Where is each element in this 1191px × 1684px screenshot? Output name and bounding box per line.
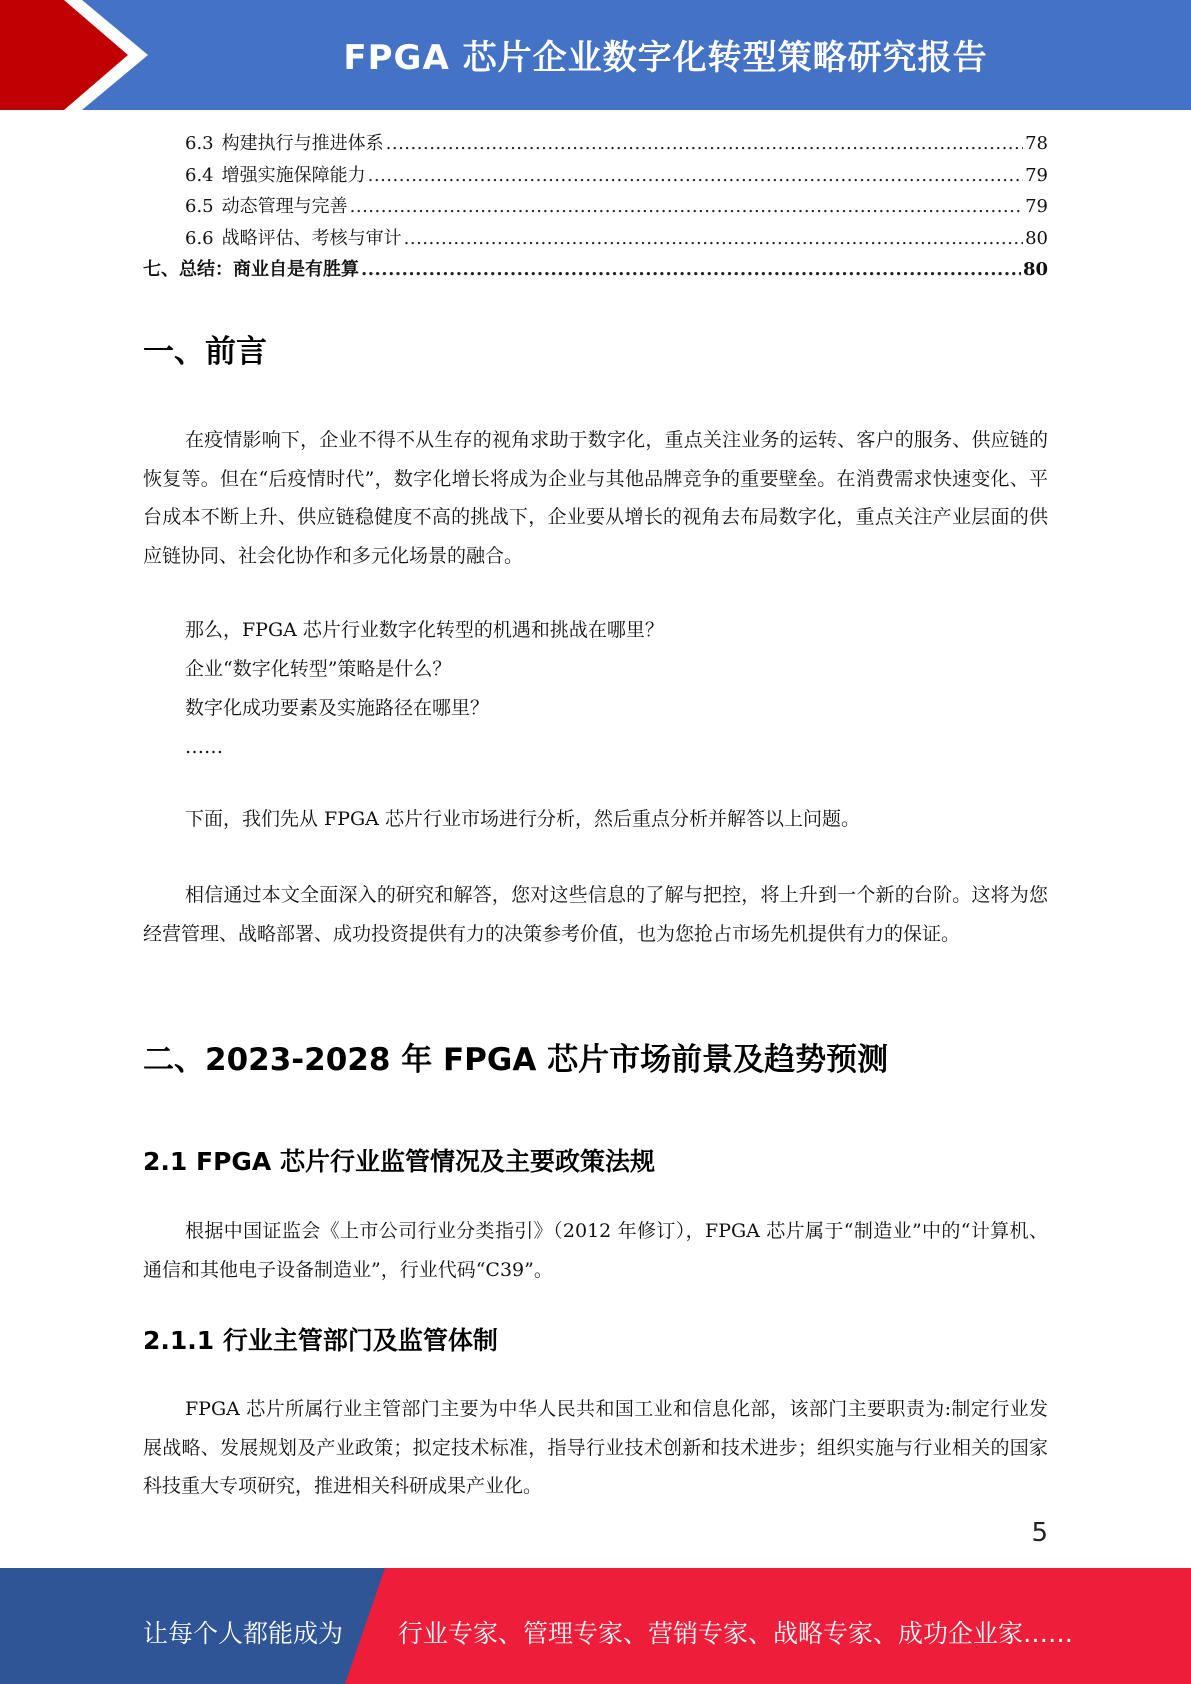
section-heading-preface: 一、前言	[143, 334, 267, 370]
toc-item-number: 6.5	[185, 196, 214, 217]
toc-item[interactable]	[143, 223, 1048, 255]
toc-item-label: 七、总结：商业自是有胜算	[143, 259, 359, 280]
question-item: ……	[185, 736, 223, 758]
toc-item-number: 6.4	[185, 164, 214, 186]
page-number: 5	[1031, 1518, 1048, 1548]
authority-paragraph: FPGA 芯片所属行业主管部门主要为中华人民共和国工业和信息化部，该部门主要职责为:制定行业发展战略、发展规划及产业政策；拟定技术标准，指导行业技术创新和技术进步；组织实施与行业相关的国家科技重大专项研究，推进相关科研成果产业化。	[143, 1398, 1048, 1497]
toc-item-label: 战略评估、考核与审计	[221, 227, 402, 249]
question-item: 数字化成功要素及实施路径在哪里？	[185, 697, 490, 719]
footer-slogan-left: 让每个人都能成为	[143, 1619, 344, 1648]
toc-leader-dots	[368, 160, 1023, 192]
toc-leader-dots	[361, 254, 1021, 286]
toc-leader-dots	[350, 191, 1023, 223]
toc-item[interactable]	[143, 160, 1048, 192]
question-item: 那么，FPGA 芯片行业数字化转型的机遇和挑战在哪里？	[185, 619, 664, 641]
toc-item-number: 6.6	[185, 227, 214, 249]
toc-item-page: 80	[1022, 259, 1048, 280]
footer-slogan-right: 行业专家、管理专家、营销专家、战略专家、成功企业家……	[398, 1619, 1074, 1648]
toc-item-page: 80	[1025, 227, 1048, 249]
toc-chapter-item[interactable]	[143, 254, 1048, 286]
toc-leader-dots	[386, 128, 1023, 160]
subsection-heading-authority: 2.1.1 行业主管部门及监管体制	[143, 1326, 498, 1355]
toc-item[interactable]	[143, 128, 1048, 160]
table-of-contents	[143, 128, 1048, 286]
toc-leader-dots	[404, 223, 1023, 255]
preface-paragraph-1: 在疫情影响下，企业不得不从生存的视角求助于数字化，重点关注业务的运转、客户的服务、供应链的恢复等。但在“后疫情时代”，数字化增长将成为企业与其他品牌竞争的重要壁垒。在消费需求快速变化、平台成本不断上升、供应链稳健度不高的挑战下，企业要从增长的视角去布局数字化，重点关注产业层面的供应链协同、社会化协作和多元化场景的融合。	[143, 429, 1048, 567]
toc-item-page: 79	[1025, 164, 1048, 186]
subsection-heading-regulation: 2.1 FPGA 芯片行业监管情况及主要政策法规	[143, 1147, 655, 1176]
footer-banner	[0, 1568, 1191, 1684]
toc-item-page: 79	[1025, 196, 1048, 217]
preface-paragraph-2: 下面，我们先从 FPGA 芯片行业市场进行分析，然后重点分析并解答以上问题。	[185, 808, 860, 830]
question-item: 企业“数字化转型”策略是什么？	[185, 658, 452, 680]
preface-question-list	[185, 611, 664, 767]
toc-item-page: 78	[1025, 133, 1048, 154]
section-heading-market-outlook: 二、2023-2028 年 FPGA 芯片市场前景及趋势预测	[143, 1042, 889, 1078]
toc-item[interactable]	[143, 191, 1048, 223]
regulation-paragraph: 根据中国证监会《上市公司行业分类指引》（2012 年修订），FPGA 芯片属于“制造业”中的“计算机、通信和其他电子设备制造业”，行业代码“C39”。	[143, 1220, 1048, 1281]
toc-item-label: 动态管理与完善	[221, 196, 348, 217]
header-title: FPGA 芯片企业数字化转型策略研究报告	[343, 38, 988, 78]
preface-paragraph-3: 相信通过本文全面深入的研究和解答，您对这些信息的了解与把控，将上升到一个新的台阶。这将为您经营管理、战略部署、成功投资提供有力的决策参考价值，也为您抢占市场先机提供有力的保证。	[143, 884, 1048, 945]
toc-item-label: 增强实施保障能力	[221, 164, 366, 186]
toc-item-number: 6.3	[185, 133, 214, 154]
header-banner	[0, 0, 1191, 110]
toc-item-label: 构建执行与推进体系	[221, 133, 384, 154]
